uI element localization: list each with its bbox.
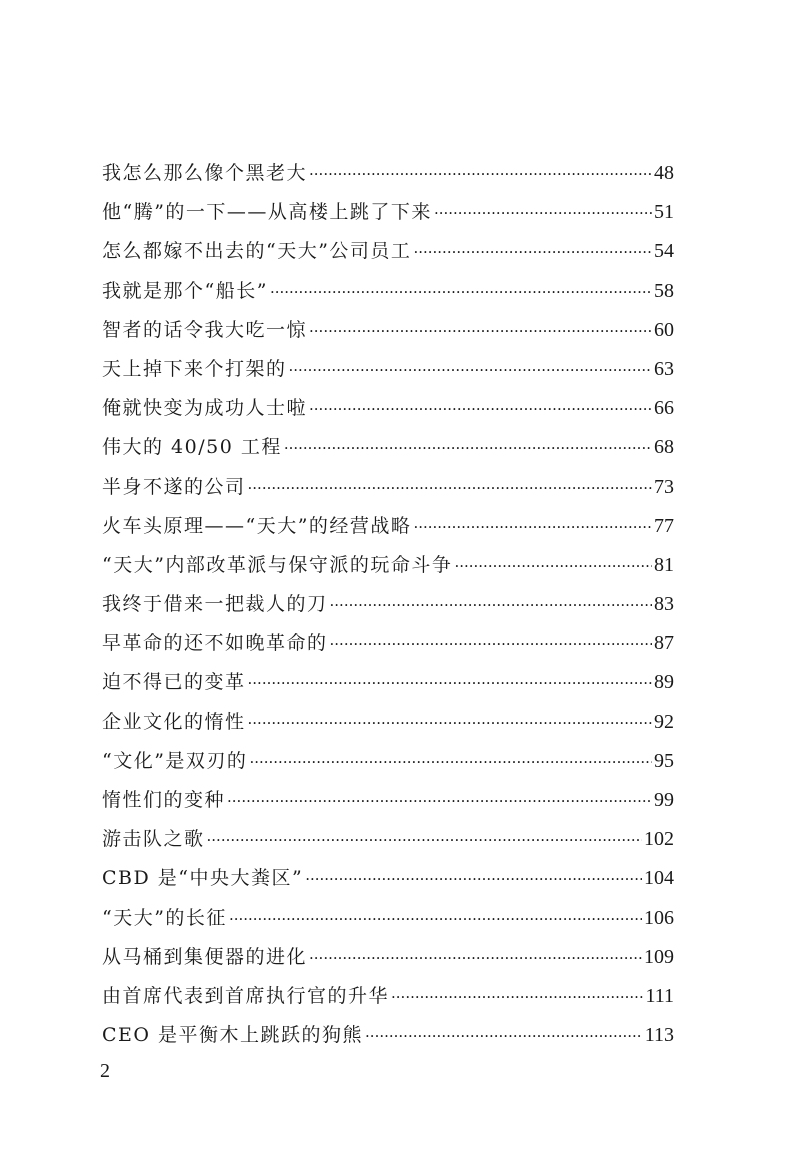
toc-entry-title: 俺就快变为成功人士啦 xyxy=(102,397,308,420)
toc-entry xyxy=(102,859,674,898)
toc-entry xyxy=(102,899,674,938)
toc-entry-page: 102 xyxy=(644,828,674,851)
dot-leader xyxy=(365,1017,643,1056)
dot-leader xyxy=(289,351,652,390)
toc-entry-page: 92 xyxy=(654,710,674,733)
toc-entry xyxy=(102,311,674,350)
toc-entry xyxy=(102,977,674,1016)
toc-entry-page: 81 xyxy=(654,553,674,576)
toc-entry-title: CBD 是“中央大粪区” xyxy=(102,867,304,890)
toc-entry-title: 火车头原理——“天大”的经营战略 xyxy=(102,514,412,537)
toc-entry xyxy=(102,232,674,271)
toc-entry xyxy=(102,742,674,781)
toc-entry xyxy=(102,428,674,467)
toc-entry xyxy=(102,663,674,702)
toc-entry-page: 68 xyxy=(654,436,674,459)
toc-entry-title: 我终于借来一把裁人的刀 xyxy=(102,593,328,616)
toc-entry xyxy=(102,624,674,663)
toc-entry-title: 由首席代表到首席执行官的升华 xyxy=(102,984,390,1007)
toc-entry-title: 早革命的还不如晚革命的 xyxy=(102,632,328,655)
toc-entry-title: “文化”是双刃的 xyxy=(102,749,248,772)
dot-leader xyxy=(391,978,643,1017)
toc-entry-title: 迫不得已的变革 xyxy=(102,671,246,694)
dot-leader xyxy=(227,782,652,821)
toc-entry xyxy=(102,1016,674,1055)
dot-leader xyxy=(330,625,652,664)
toc-entry-title: 游击队之歌 xyxy=(102,828,205,851)
toc-entry-page: 99 xyxy=(654,789,674,811)
toc-entry-title: CEO 是平衡木上跳跃的狗熊 xyxy=(102,1024,364,1047)
page-number: 2 xyxy=(100,1060,110,1082)
toc-entry xyxy=(102,389,674,428)
dot-leader xyxy=(249,743,652,782)
dot-leader xyxy=(229,900,642,939)
dot-leader xyxy=(309,939,642,978)
dot-leader xyxy=(270,273,652,312)
dot-leader xyxy=(413,233,652,272)
toc-entry-title: “天大”的长征 xyxy=(102,906,227,929)
dot-leader xyxy=(309,155,652,194)
toc-entry xyxy=(102,781,674,820)
toc-entry-title: 我怎么那么像个黑老大 xyxy=(102,162,308,184)
toc-entry xyxy=(102,193,674,232)
dot-leader xyxy=(248,469,652,508)
toc-entry-page: 54 xyxy=(654,240,674,263)
dot-leader xyxy=(309,390,652,429)
toc-entry-page: 87 xyxy=(654,632,674,655)
toc-entry-page: 73 xyxy=(654,475,674,498)
toc-entry-title: “天大”内部改革派与保守派的玩命斗争 xyxy=(102,553,453,576)
toc-entry-title: 伟大的 40/50 工程 xyxy=(102,436,282,459)
dot-leader xyxy=(330,586,652,625)
toc-entry-title: 从马桶到集便器的进化 xyxy=(102,945,308,968)
dot-leader xyxy=(284,429,652,468)
dot-leader xyxy=(305,860,642,899)
toc-entry-title: 智者的话令我大吃一惊 xyxy=(102,318,308,341)
toc-entry-page: 48 xyxy=(654,162,674,184)
dot-leader xyxy=(248,664,652,703)
dot-leader xyxy=(207,821,642,860)
table-of-contents xyxy=(102,154,674,1055)
toc-entry-page: 51 xyxy=(654,201,674,224)
toc-entry xyxy=(102,546,674,585)
toc-entry-page: 77 xyxy=(654,514,674,537)
toc-entry-title: 天上掉下来个打架的 xyxy=(102,357,287,380)
toc-entry xyxy=(102,468,674,507)
toc-entry-page: 63 xyxy=(654,357,674,380)
toc-entry-page: 83 xyxy=(654,593,674,616)
toc-entry-title: 怎么都嫁不出去的“天大”公司员工 xyxy=(102,240,412,263)
toc-entry xyxy=(102,154,674,193)
toc-entry xyxy=(102,350,674,389)
dot-leader xyxy=(454,547,652,586)
toc-entry-title: 半身不遂的公司 xyxy=(102,475,246,498)
dot-leader xyxy=(248,704,652,743)
dot-leader xyxy=(413,508,652,547)
toc-entry-page: 60 xyxy=(654,318,674,341)
toc-entry xyxy=(102,820,674,859)
toc-entry-title: 惰性们的变种 xyxy=(102,789,226,811)
toc-entry-page: 66 xyxy=(654,397,674,420)
toc-entry-page: 111 xyxy=(645,984,674,1007)
toc-entry xyxy=(102,703,674,742)
toc-entry-page: 89 xyxy=(654,671,674,694)
toc-entry xyxy=(102,272,674,311)
dot-leader xyxy=(434,194,652,233)
toc-entry xyxy=(102,585,674,624)
toc-entry-page: 113 xyxy=(644,1024,674,1047)
dot-leader xyxy=(309,312,652,351)
toc-entry-page: 104 xyxy=(644,867,674,890)
toc-entry-page: 106 xyxy=(644,906,674,929)
toc-entry-page: 58 xyxy=(654,279,674,302)
toc-entry-title: 他“腾”的一下——从高楼上跳了下来 xyxy=(102,201,432,224)
toc-entry-title: 我就是那个“船长” xyxy=(102,279,268,302)
toc-entry xyxy=(102,507,674,546)
toc-entry-page: 109 xyxy=(644,945,674,968)
toc-entry xyxy=(102,938,674,977)
toc-entry-title: 企业文化的惰性 xyxy=(102,710,246,733)
toc-entry-page: 95 xyxy=(654,749,674,772)
